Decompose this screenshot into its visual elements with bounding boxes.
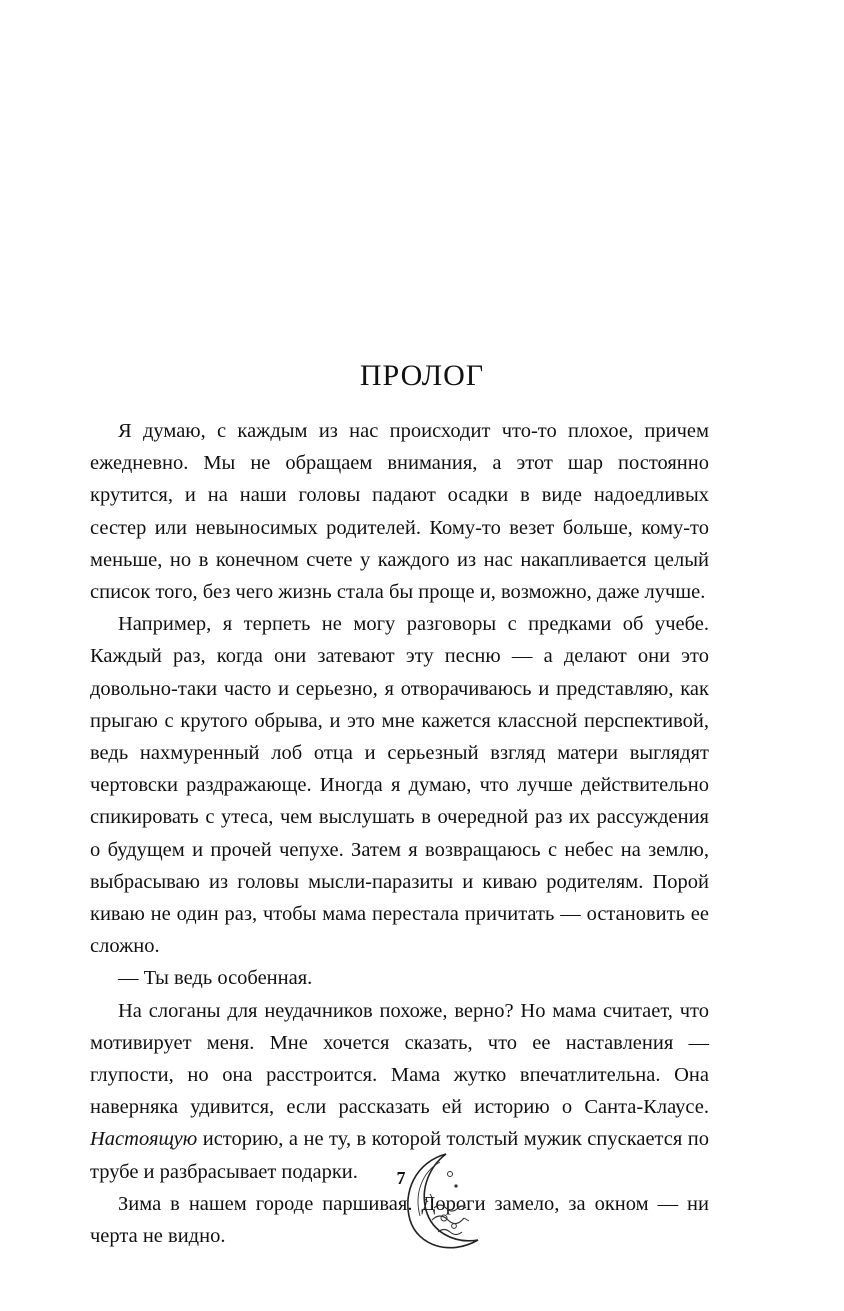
chapter-body: [90, 415, 709, 1252]
chapter-title: ПРОЛОГ: [359, 359, 485, 392]
crescent-moon-icon: [394, 1148, 494, 1258]
page-number: 7: [396, 1168, 406, 1188]
paragraph-2: Например, я терпеть не могу разговоры с предками об учебе. Каждый раз, когда они затевают эту песню — а делают они это довольно-таки часто и серьезно, я отворачиваюсь и представляю, как прыгаю с крутого обрыва, и это мне кажется классной перспективой, ведь нахмуренный лоб отца и серьезный взгляд матери выглядят чертовски раздражающе. Иногда я думаю, что лучше действительно спикировать с утеса, чем выслушать в очередной раз их рассуждения о будущем и прочей чепухе. Затем я возвращаюсь с небес на землю, выбрасываю из головы мысли-паразиты и киваю родителям. Порой киваю не один раз, чтобы мама перестала причитать — остановить ее сложно.: [90, 613, 709, 958]
paragraph-3-tail: историю, а не ту, в которой толстый мужик спускается по трубе и разбрасывает подарки.: [90, 1128, 709, 1183]
paragraph-1: Я думаю, с каждым из нас происходит что-то плохое, причем ежедневно. Мы не обращаем внимания, а этот шар постоянно крутится, и на наши головы падают осадки в виде надоедливых сестер или невыносимых родителей. Кому-то везет больше, кому-то меньше, но в конечном счете у каждого из нас накапливается целый список того, без чего жизнь стала бы проще и, возможно, даже лучше.: [90, 420, 709, 604]
paragraph-3: На слоганы для неудачников похоже, верно? Но мама считает, что мотивирует меня. Мне хочется сказать, что ее наставления — глупости, но она расстроится. Мама жутко впечатлительна. Она наверняка удивится, если рассказать ей историю о Санта-Клаусе.: [90, 999, 709, 1119]
emphasis-word: Настоящую: [90, 1128, 198, 1151]
paragraph-dialogue: — Ты ведь особенная.: [118, 967, 313, 990]
paragraph-4: Зима в нашем городе паршивая. Дороги замело, за окном — ни черта не видно.: [90, 1192, 709, 1248]
